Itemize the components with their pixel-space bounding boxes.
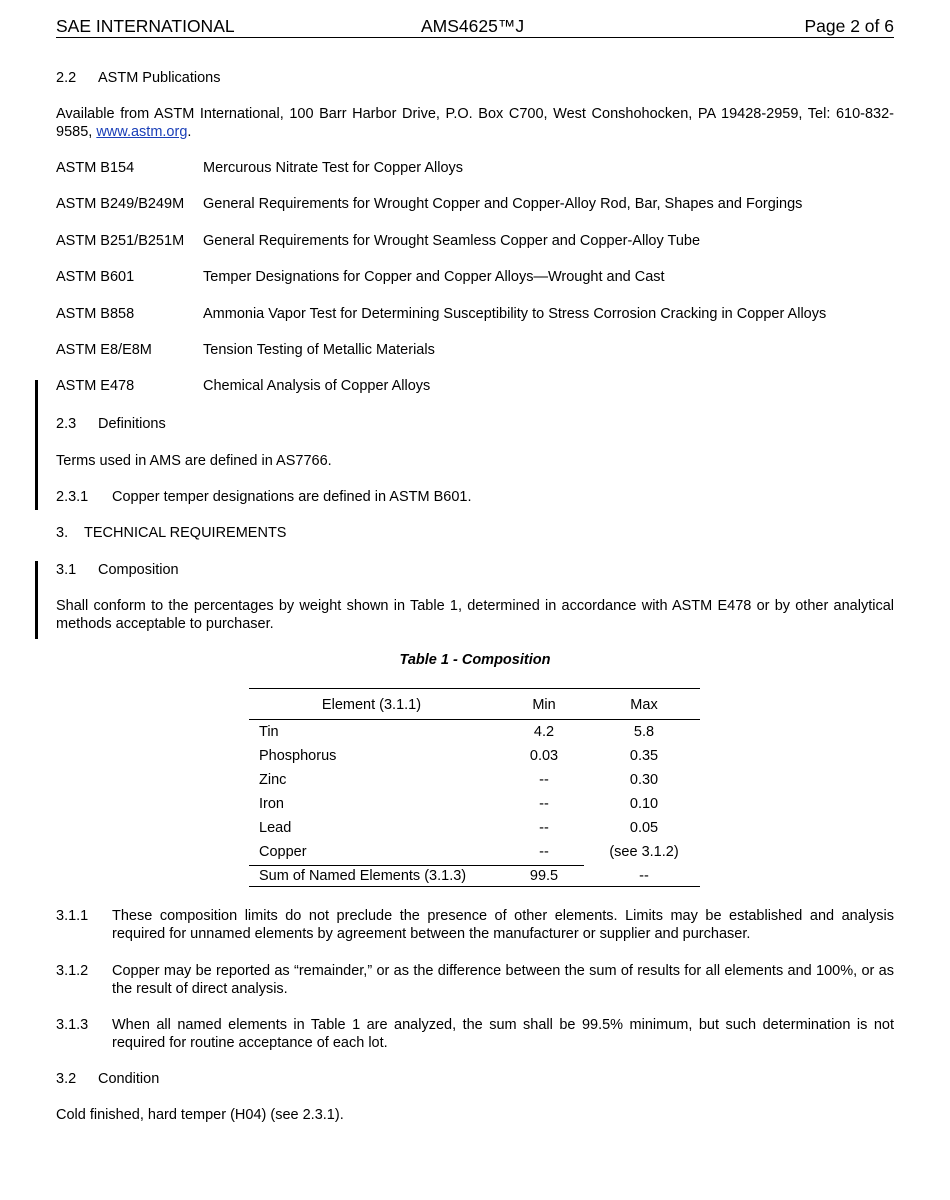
change-bar bbox=[35, 561, 38, 639]
reference-code: ASTM E478 bbox=[56, 378, 135, 394]
min-cell: 0.03 bbox=[529, 748, 559, 764]
min-cell: 99.5 bbox=[529, 868, 559, 884]
composition-text: Shall conform to the percentages by weight shown in Table 1, determined in accordance with ASTM E478 or by other analytical methods acceptable to purchaser. bbox=[56, 598, 894, 632]
element-cell: Copper bbox=[259, 844, 307, 860]
min-cell: -- bbox=[539, 772, 549, 788]
element-cell: Iron bbox=[259, 796, 284, 812]
astm-availability-text: Available from ASTM International, 100 Barr Harbor Drive, P.O. Box C700, West Conshohocken, PA 19428-2959, Tel: 610-832-9585, www.astm.org. bbox=[56, 106, 894, 140]
max-cell: -- bbox=[639, 868, 649, 884]
reference-title: General Requirements for Wrought Seamless Copper and Copper-Alloy Tube bbox=[203, 233, 701, 249]
min-cell: -- bbox=[539, 796, 549, 812]
max-cell: 0.35 bbox=[629, 748, 659, 764]
note-text: Copper may be reported as “remainder,” or as the difference between the sum of results for all elements and 100%, or as the result of direct analysis. bbox=[112, 963, 894, 997]
column-header-max: Max bbox=[630, 697, 658, 713]
min-cell: 4.2 bbox=[533, 724, 555, 740]
max-cell: 0.10 bbox=[629, 796, 659, 812]
reference-code: ASTM B601 bbox=[56, 269, 135, 285]
change-bar bbox=[35, 380, 38, 510]
note-text: These composition limits do not preclude the presence of other elements. Limits may be established and analysis required for unnamed elements by agreement between the manufacturer or supplier and purchaser. bbox=[112, 908, 894, 942]
element-cell: Phosphorus bbox=[259, 748, 337, 764]
note-3-1-1 bbox=[56, 907, 894, 943]
reference-title: General Requirements for Wrought Copper and Copper-Alloy Rod, Bar, Shapes and Forgings bbox=[203, 196, 803, 212]
reference-title: Mercurous Nitrate Test for Copper Alloys bbox=[203, 160, 464, 176]
column-header-element: Element (3.1.1) bbox=[321, 697, 422, 713]
reference-title: Ammonia Vapor Test for Determining Susceptibility to Stress Corrosion Cracking in Copper Alloys bbox=[203, 306, 827, 322]
section-heading-2-2: 2.2 ASTM Publications bbox=[56, 70, 221, 86]
table-rule bbox=[249, 886, 700, 887]
max-cell: 0.30 bbox=[629, 772, 659, 788]
max-cell: 5.8 bbox=[633, 724, 655, 740]
reference-code: ASTM B251/B251M bbox=[56, 233, 185, 249]
table-rule bbox=[249, 719, 700, 720]
section-heading-3-2: 3.2 Condition bbox=[56, 1071, 160, 1087]
min-cell: -- bbox=[539, 820, 549, 836]
section-2-3-1: 2.3.1 Copper temper designations are defined in ASTM B601. bbox=[56, 489, 472, 505]
note-text: When all named elements in Table 1 are analyzed, the sum shall be 99.5% minimum, but such determination is not required for routine acceptance of each lot. bbox=[112, 1017, 894, 1051]
table-rule bbox=[249, 688, 700, 689]
reference-title: Tension Testing of Metallic Materials bbox=[203, 342, 435, 358]
astm-website-link[interactable]: www.astm.org bbox=[96, 124, 188, 140]
header-doc-id: AMS4625™J bbox=[421, 16, 525, 36]
reference-code: ASTM E8/E8M bbox=[56, 342, 152, 358]
max-cell: 0.05 bbox=[629, 820, 659, 836]
element-cell: Tin bbox=[259, 724, 279, 740]
section-heading-2-3: 2.3 Definitions bbox=[56, 416, 166, 432]
section-heading-3: 3. TECHNICAL REQUIREMENTS bbox=[56, 525, 287, 541]
element-cell: Lead bbox=[259, 820, 292, 836]
note-number: 3.1.3 bbox=[56, 1017, 89, 1033]
note-3-1-3 bbox=[56, 1016, 894, 1052]
min-cell: -- bbox=[539, 844, 549, 860]
section-heading-3-1: 3.1 Composition bbox=[56, 562, 179, 578]
column-header-min: Min bbox=[532, 697, 556, 713]
condition-text: Cold finished, hard temper (H04) (see 2.3.1). bbox=[56, 1107, 344, 1123]
table-caption: Table 1 - Composition bbox=[399, 652, 551, 668]
header-page-number: Page 2 of 6 bbox=[804, 16, 894, 36]
reference-code: ASTM B858 bbox=[56, 306, 135, 322]
definitions-text: Terms used in AMS are defined in AS7766. bbox=[56, 453, 332, 469]
reference-code: ASTM B154 bbox=[56, 160, 135, 176]
reference-title: Temper Designations for Copper and Copper Alloys—Wrought and Cast bbox=[203, 269, 665, 285]
reference-code: ASTM B249/B249M bbox=[56, 196, 185, 212]
reference-title: Chemical Analysis of Copper Alloys bbox=[203, 378, 431, 394]
page-header bbox=[56, 15, 894, 38]
header-org: SAE INTERNATIONAL bbox=[56, 16, 235, 36]
note-number: 3.1.1 bbox=[56, 908, 89, 924]
element-cell: Sum of Named Elements (3.1.3) bbox=[259, 868, 467, 884]
note-3-1-2 bbox=[56, 962, 894, 998]
note-number: 3.1.2 bbox=[56, 963, 89, 979]
element-cell: Zinc bbox=[259, 772, 287, 788]
table-rule-partial bbox=[249, 865, 584, 866]
max-cell: (see 3.1.2) bbox=[609, 844, 679, 860]
